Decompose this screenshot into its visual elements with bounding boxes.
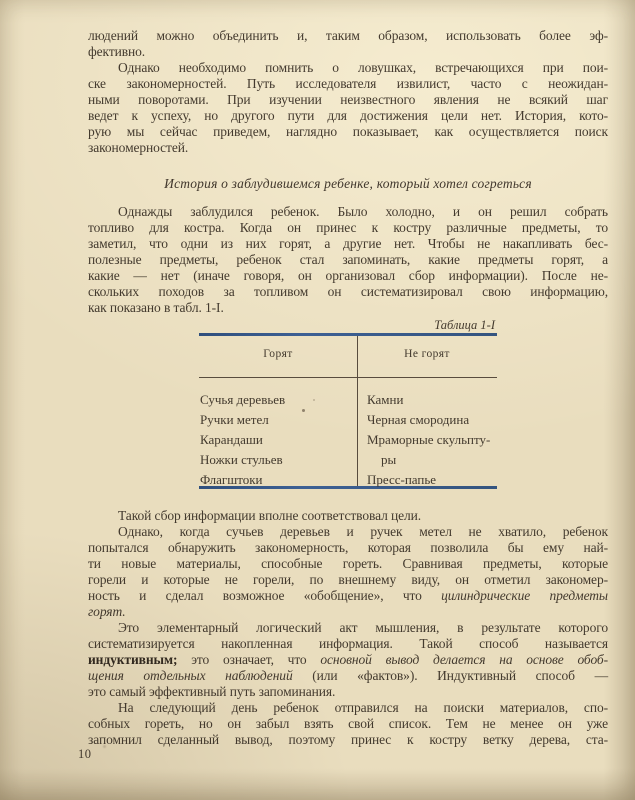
text-segment: ти новые материалы, способные гореть. Сравнивая предметы, которые bbox=[88, 556, 608, 571]
text-segment: Такой сбор информации вполне соответствовал цели. bbox=[118, 508, 422, 523]
text-line bbox=[88, 588, 608, 604]
text-segment: скольких походов за топливом он систематизировал свою информацию, bbox=[88, 284, 608, 299]
text-segment: горят. bbox=[88, 604, 126, 619]
text-line bbox=[88, 684, 608, 700]
text-line bbox=[88, 204, 608, 220]
table-cell: Флагштоки bbox=[200, 472, 263, 487]
paragraph bbox=[88, 204, 608, 316]
paragraph bbox=[88, 60, 608, 156]
text-segment: заметил, что одни из них горят, а другие нет. Чтобы не накапливать бес- bbox=[88, 236, 608, 251]
text-line bbox=[88, 28, 608, 44]
table-header-rule bbox=[199, 377, 497, 378]
text-segment: собных гореть, но он забыл взять свой список. Тем не менее он уже bbox=[88, 716, 608, 731]
table-cell: Карандаши bbox=[200, 432, 263, 447]
table-cell: Сучья деревьев bbox=[200, 392, 286, 407]
text-line bbox=[88, 108, 608, 124]
text-segment: основной вывод делается на основе обоб- bbox=[320, 652, 609, 667]
text-segment: На следующий день ребенок отправился на поиски материалов, спо- bbox=[118, 700, 608, 715]
text-line bbox=[88, 508, 608, 524]
paragraph bbox=[88, 700, 608, 748]
text-segment: это самый эффективный путь запоминания. bbox=[88, 684, 336, 699]
text-segment: систематизируется накопленная информация. Такой способ называется bbox=[88, 636, 608, 651]
text-segment: запомнил сделанный вывод, поэтому принес к костру ветку дерева, ста- bbox=[88, 732, 608, 747]
table-header-burns: Горят bbox=[263, 348, 293, 360]
paper-speck bbox=[302, 409, 305, 412]
table-cell: Черная смородина bbox=[367, 412, 470, 427]
table-cell: Пресс-папье bbox=[367, 472, 437, 487]
page-number: 10 bbox=[78, 747, 92, 761]
text-segment: Однажды заблудился ребенок. Было холодно, и он решил собрать bbox=[118, 204, 608, 219]
text-segment: ведет к успеху, но другого пути для достижения цели нет. История, кото- bbox=[88, 108, 608, 123]
text-line bbox=[88, 252, 608, 268]
text-segment: индуктивным; bbox=[88, 652, 178, 667]
table-cell: Камни bbox=[367, 392, 404, 407]
text-line bbox=[88, 556, 608, 572]
text-line bbox=[88, 652, 608, 668]
table-caption: Таблица 1-I bbox=[434, 318, 495, 332]
text-line bbox=[88, 140, 608, 156]
text-line bbox=[88, 540, 608, 556]
text-segment: закономерностей. bbox=[88, 140, 189, 155]
text-line bbox=[88, 620, 608, 636]
text-line bbox=[88, 284, 608, 300]
text-line bbox=[88, 60, 608, 76]
text-segment: ске закономерностей. Путь исследователя извилист, часто с неожидан- bbox=[88, 76, 608, 91]
paragraph bbox=[88, 524, 608, 620]
text-line bbox=[88, 236, 608, 252]
text-line bbox=[88, 124, 608, 140]
text-segment: горели и которые не горели, по внешнему виду, он отметил закономер- bbox=[88, 572, 608, 587]
text-line bbox=[88, 572, 608, 588]
table-cell: Ручки метел bbox=[200, 412, 269, 427]
text-line bbox=[88, 524, 608, 540]
text-line bbox=[88, 716, 608, 732]
table-cell: ры bbox=[381, 452, 397, 467]
text-line bbox=[88, 220, 608, 236]
text-segment: людений можно объединить и, таким образом, использовать более эф- bbox=[88, 28, 608, 43]
table-column-does-not-burn bbox=[367, 390, 493, 490]
table-cell: Ножки стульев bbox=[200, 452, 283, 467]
text-line bbox=[88, 668, 608, 684]
text-segment: Это элементарный логический акт мышления, в результате которого bbox=[118, 620, 608, 635]
text-line bbox=[88, 92, 608, 108]
text-segment: топливо для костра. Когда он принес к костру различные предметы, то bbox=[88, 220, 608, 235]
text-line bbox=[88, 732, 608, 748]
text-segment: Однако необходимо помнить о ловушках, встречающихся при пои- bbox=[118, 60, 608, 75]
text-line bbox=[88, 700, 608, 716]
text-segment: фективно. bbox=[88, 44, 146, 59]
text-segment: (или «фактов»). Индуктивный способ — bbox=[292, 668, 608, 683]
text-column bbox=[88, 28, 608, 748]
text-line bbox=[88, 268, 608, 284]
text-segment: ными поворотами. При изучении неизвестного явления не всякий шаг bbox=[88, 92, 608, 107]
text-line bbox=[88, 76, 608, 92]
text-line bbox=[88, 44, 608, 60]
paragraph bbox=[88, 28, 608, 60]
text-line bbox=[88, 300, 608, 316]
text-segment: полезные предметы, ребенок стал запоминать, какие предметы горят, а bbox=[88, 252, 608, 267]
paragraph bbox=[88, 508, 608, 524]
paragraph bbox=[88, 620, 608, 700]
text-segment: Однако, когда сучьев деревьев и ручек метел не хватило, ребенок bbox=[118, 524, 608, 539]
text-segment: какие — нет (иначе говоря, он организовал сбор информации). После не- bbox=[88, 268, 608, 283]
text-segment: цилиндрические предметы bbox=[441, 588, 608, 603]
story-heading: История о заблудившемся ребенке, который хотел согреться bbox=[164, 176, 532, 191]
text-segment: ность и сделал возможное «обобщение», что bbox=[88, 588, 442, 603]
text-segment: как показано в табл. 1-I. bbox=[88, 300, 224, 315]
table-column-burns bbox=[200, 390, 350, 490]
table-cell: Мраморные скульпту- bbox=[367, 432, 491, 447]
paper-speck bbox=[313, 399, 315, 401]
text-segment: это означает, что bbox=[177, 652, 321, 667]
text-segment: попытался обнаружить закономерность, которая позволила бы ему най- bbox=[88, 540, 608, 555]
text-line bbox=[88, 604, 608, 620]
table-header-does-not-burn: Не горят bbox=[404, 348, 450, 360]
text-line bbox=[88, 636, 608, 652]
text-segment: щения отдельных наблюдений bbox=[88, 668, 293, 683]
data-table bbox=[199, 333, 497, 489]
paper-speck bbox=[103, 745, 106, 748]
text-segment: рую мы сейчас приведем, наглядно показывает, как осуществляется поиск bbox=[88, 124, 608, 139]
table-top-rule bbox=[199, 333, 497, 336]
